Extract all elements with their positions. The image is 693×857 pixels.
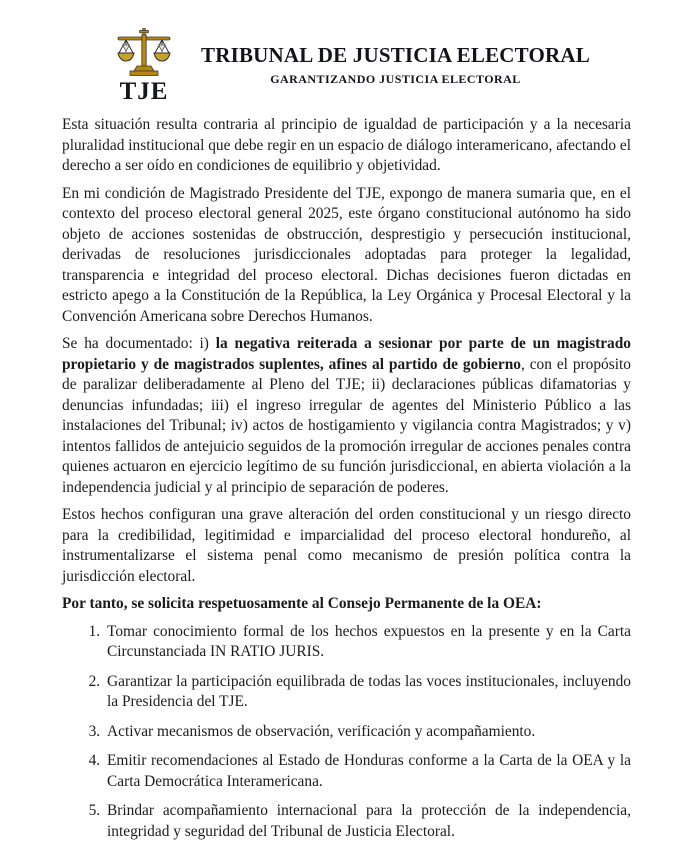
petition-heading: Por tanto, se solicita respetuosamente al Consejo Permanente de la OEA: [62,595,542,613]
list-item-1: 1. Tomar conocimiento formal de los hechos expuestos en la presente y en la Carta Circunstanciada IN RATIO JURIS. [104,622,631,663]
paragraph-3-bold-run: la negativa reiterada a sesionar por parte de un magistrado propietario y de magistrados suplentes, afines al partido de gobierno [62,335,631,373]
petition-list [62,622,631,843]
paragraph-4 [62,505,631,587]
letterhead [0,0,693,105]
paragraph-3-run-3: , con el propósito de paralizar deliberadamente al Pleno del TJE; ii) declaraciones públicas difamatorias y denuncias infundadas; iii) el ingreso irregular de agentes del Ministerio Público a las instalaciones del Tribunal; iv) actos de hostigamiento y vigilancia contra Magistrados; y v) intentos fallidos de antejuicio seguidos de la promoción irregular de acciones penales contra quienes actuaron en ejercicio legítimo de su función jurisdiccional, en abierta violación a la independencia judicial y al principio de separación de poderes. [62,355,631,496]
logo-acronym: TJE [119,78,169,105]
list-item-2: 2. Garantizar la participación equilibrada de todas las voces institucionales, incluyendo la Presidencia del TJE. [104,672,631,713]
scales-of-justice-icon [111,28,177,80]
letter-body [62,115,631,842]
paragraph-1-text: Esta situación resulta contraria al principio de igualdad de participación y a la necesaria pluralidad institucional que debe regir en un espacio de diálogo interamericano, afectando el derecho a ser oído en condiciones de equilibrio y objetividad. [62,116,631,175]
list-item-5: 5. Brindar acompañamiento internacional para la protección de la independencia, integridad y seguridad del Tribunal de Justicia Electoral. [104,801,631,842]
paragraph-2-text: En mi condición de Magistrado Presidente del TJE, expongo de manera sumaria que, en el contexto del proceso electoral general 2025, este órgano constitucional autónomo ha sido objeto de acciones sostenidas de obstrucción, desprestigio y persecución institucional, derivadas de resoluciones jurisdiccionales adoptadas para proteger la legalidad, transparencia e integridad del proceso electoral. Dichas decisiones fueron dictadas en estricto apego a la Constitución de la República, la Ley Orgánica y Procesal Electoral y la Convención Americana sobre Derechos Humanos. [62,184,631,325]
letterhead-text [201,43,590,87]
paragraph-3 [62,334,631,498]
tje-logo [103,28,185,105]
list-item-3: 3. Activar mecanismos de observación, verificación y acompañamiento. [104,722,631,743]
paragraph-4-text: Estos hechos configuran una grave alteración del orden constitucional y un riesgo directo para la credibilidad, legitimidad e imparcialidad del proceso electoral hondureño, al instrumentalizarse el sistema penal como mecanismo de presión política contra la jurisdicción electoral. [62,506,631,585]
paragraph-1 [62,115,631,177]
list-item-4: 4. Emitir recomendaciones al Estado de Honduras conforme a la Carta de la OEA y la Carta Democrática Interamericana. [104,751,631,792]
org-motto: GARANTIZANDO JUSTICIA ELECTORAL [270,72,521,87]
paragraph-2 [62,184,631,328]
org-title: TRIBUNAL DE JUSTICIA ELECTORAL [201,43,590,68]
paragraph-3-run-1: Se ha documentado: i) [62,335,216,353]
